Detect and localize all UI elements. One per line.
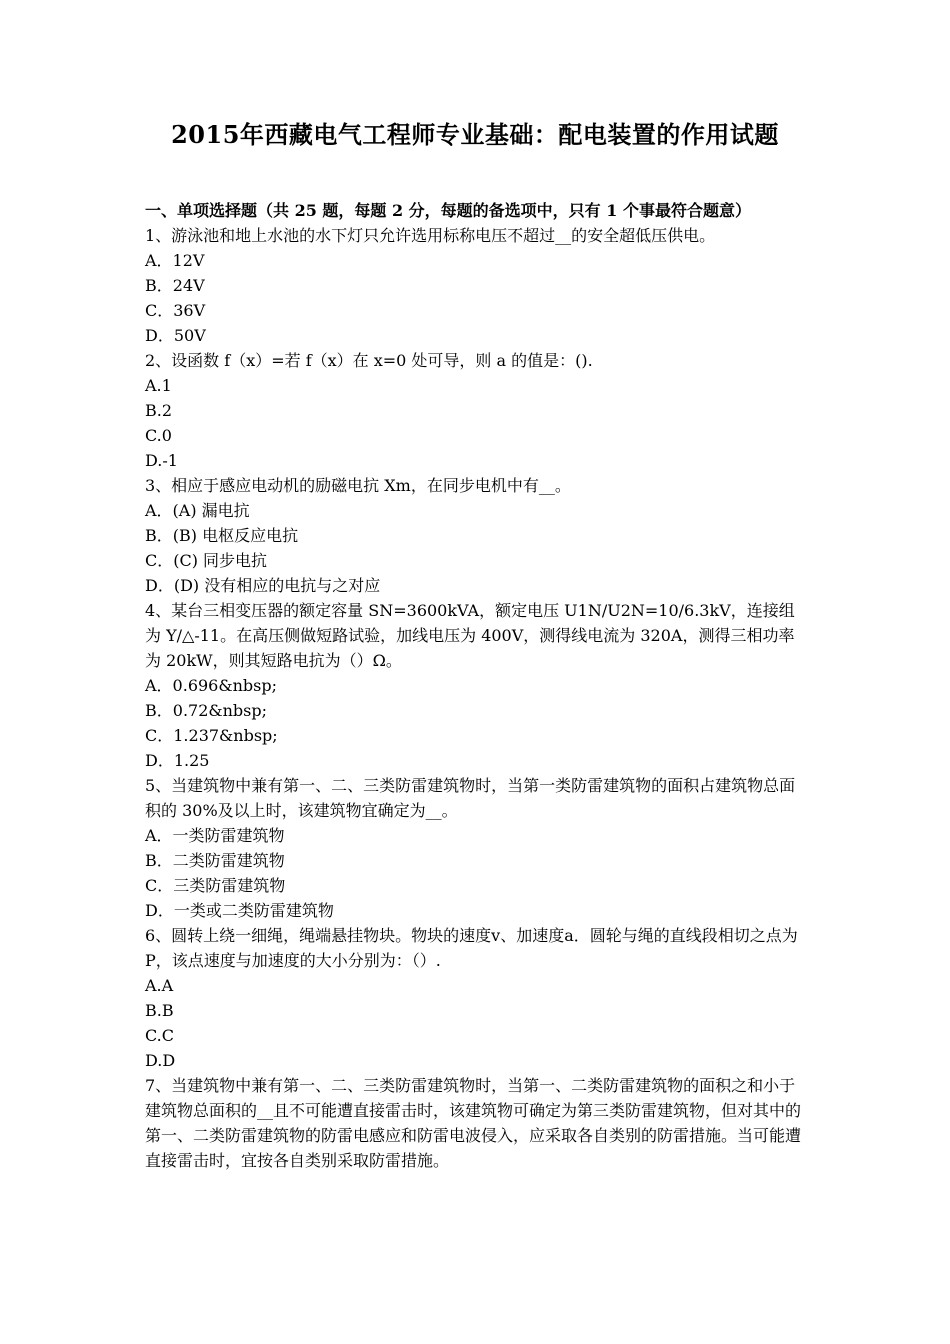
option-c: C．三类防雷建筑物 bbox=[145, 876, 286, 895]
option-c: C.0 bbox=[145, 426, 172, 445]
document-body bbox=[145, 198, 810, 1173]
option-b: B.2 bbox=[145, 401, 173, 420]
option-a: A．(A) 漏电抗 bbox=[145, 501, 250, 520]
option-a: A．12V bbox=[145, 251, 205, 270]
option-d: D．50V bbox=[145, 326, 206, 345]
question-7 bbox=[145, 1073, 810, 1173]
option-d: D．(D) 没有相应的电抗与之对应 bbox=[145, 576, 381, 595]
option-d: D．一类或二类防雷建筑物 bbox=[145, 901, 334, 920]
option-b: B．24V bbox=[145, 276, 205, 295]
option-c: C．36V bbox=[145, 301, 206, 320]
document-title: 2015年西藏电气工程师专业基础：配电装置的作用试题 bbox=[171, 120, 779, 149]
question-5 bbox=[145, 773, 810, 923]
option-b: B.B bbox=[145, 1001, 174, 1020]
question-text: 6、圆转上绕一细绳，绳端悬挂物块。物块的速度v、加速度a．圆轮与绳的直线段相切之点为 P，该点速度与加速度的大小分别为：（）. bbox=[145, 926, 798, 970]
question-1 bbox=[145, 223, 810, 348]
option-a: A．一类防雷建筑物 bbox=[145, 826, 285, 845]
option-d: D.D bbox=[145, 1051, 176, 1070]
option-a: A.A bbox=[145, 976, 174, 995]
question-text: 4、某台三相变压器的额定容量 SN=3600kVA，额定电压 U1N/U2N=10/6.3kV，连接组为 Y/△-11。在高压侧做短路试验，加线电压为 400V，测得线电流为 320A，测得三相功率为 20kW，则其短路电抗为（）Ω。 bbox=[145, 601, 795, 670]
question-4 bbox=[145, 598, 810, 773]
question-2 bbox=[145, 348, 810, 473]
section-heading: 一、单项选择题（共 25 题，每题 2 分，每题的备选项中，只有 1 个事最符合题意） bbox=[145, 201, 751, 220]
question-text: 7、当建筑物中兼有第一、二、三类防雷建筑物时，当第一、二类防雷建筑物的面积之和小于建筑物总面积的__且不可能遭直接雷击时，该建筑物可确定为第三类防雷建筑物，但对其中的第一、二类防雷建筑物的防雷电感应和防雷电波侵入，应采取各自类别的防雷措施。当可能遭直接雷击时，宜按各自类别采取防雷措施。 bbox=[145, 1076, 802, 1170]
option-b: B．二类防雷建筑物 bbox=[145, 851, 285, 870]
question-text: 1、游泳池和地上水池的水下灯只允许选用标称电压不超过__的安全超低压供电。 bbox=[145, 226, 716, 245]
option-c: C.C bbox=[145, 1026, 174, 1045]
question-text: 3、相应于感应电动机的励磁电抗 Xm，在同步电机中有__。 bbox=[145, 476, 571, 495]
option-b: B．(B) 电枢反应电抗 bbox=[145, 526, 299, 545]
option-d: D.-1 bbox=[145, 451, 178, 470]
question-3 bbox=[145, 473, 810, 598]
option-a: A.1 bbox=[145, 376, 172, 395]
option-c: C．1.237&nbsp; bbox=[145, 726, 278, 745]
option-b: B．0.72&nbsp; bbox=[145, 701, 268, 720]
option-c: C．(C) 同步电抗 bbox=[145, 551, 268, 570]
question-text: 5、当建筑物中兼有第一、二、三类防雷建筑物时，当第一类防雷建筑物的面积占建筑物总面积的 30%及以上时，该建筑物宜确定为__。 bbox=[145, 776, 796, 820]
question-text: 2、设函数 f（x）=若 f（x）在 x=0 处可导，则 a 的值是：(). bbox=[145, 351, 593, 370]
question-6 bbox=[145, 923, 810, 1073]
option-a: A．0.696&nbsp; bbox=[145, 676, 277, 695]
option-d: D．1.25 bbox=[145, 751, 210, 770]
